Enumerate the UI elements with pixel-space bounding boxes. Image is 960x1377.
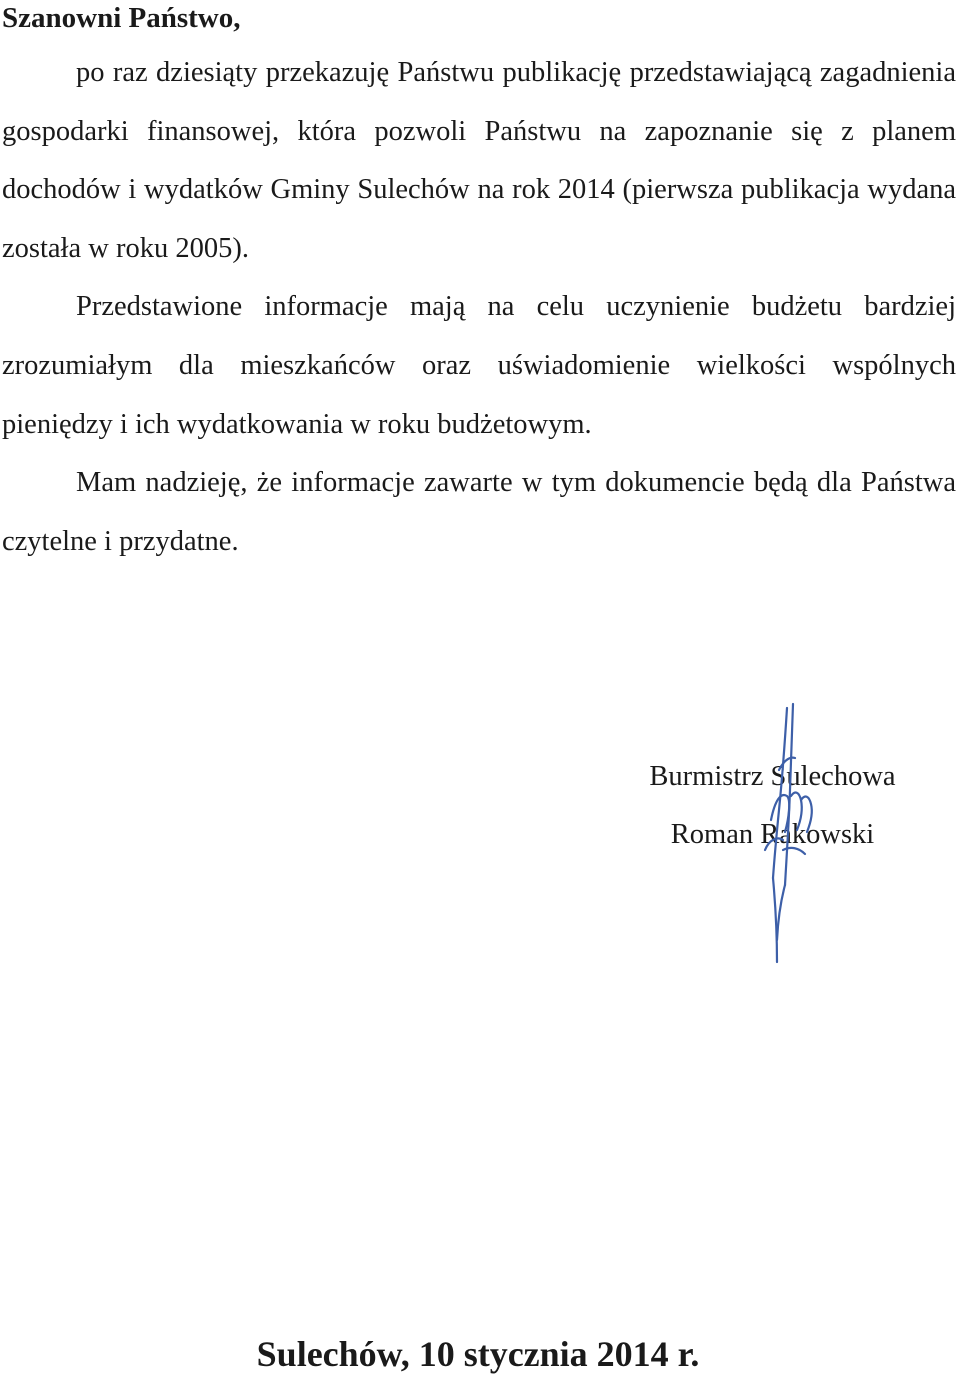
letter-body xyxy=(2,44,956,571)
place-date xyxy=(0,1331,960,1377)
greeting: Szanowni Państwo, xyxy=(2,2,241,34)
paragraph-purpose: Przedstawione informacje mają na celu uczynienie budżetu bardziej zrozumiałym dla mieszkańców oraz uświadomienie wielkości wspólnych pieniędzy i ich wydatkowania w roku budżetowym. xyxy=(2,291,956,440)
signatory-name: Roman Rakowski xyxy=(670,819,875,850)
paragraph-closing: Mam nadzieję, że informacje zawarte w tym dokumencie będą dla Państwa czytelne i przydatne. xyxy=(2,467,956,557)
paragraph-intro: po raz dziesiąty przekazuję Państwu publikację przedstawiającą zagadnienia gospodarki finansowej, która pozwoli Państwu na zapoznanie się z planem dochodów i wydatków Gminy Sulechów na rok 2014 (pierwsza publikacja wydana została w roku 2005). xyxy=(2,57,956,264)
place-date-text: Sulechów, 10 stycznia 2014 r. xyxy=(256,1334,700,1374)
signature-block xyxy=(600,748,945,864)
signatory-title: Burmistrz Sulechowa xyxy=(649,761,896,792)
